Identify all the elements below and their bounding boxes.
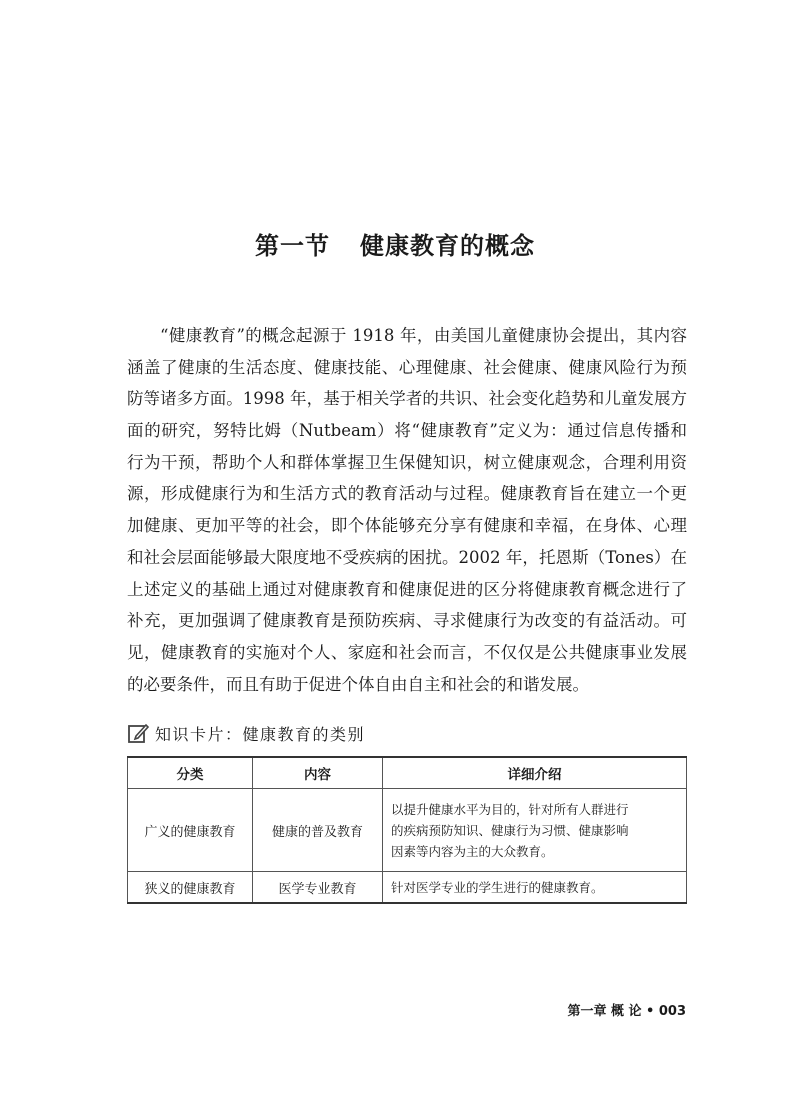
paragraph-line: 防等诸多方面。1998 年，基于相关学者的共识、社会变化趋势和儿童发展方 bbox=[127, 389, 687, 409]
edit-note-icon bbox=[127, 722, 149, 744]
paragraph-line: 的必要条件，而且有助于促进个体自由自主和社会的和谐发展。 bbox=[127, 674, 589, 694]
category-table bbox=[127, 756, 687, 904]
paragraph-line: 见，健康教育的实施对个人、家庭和社会而言，不仅仅是公共健康事业发展 bbox=[127, 642, 687, 662]
page-footer: 第一章 概 论 • 003 bbox=[567, 1004, 686, 1019]
paragraph-line: 上述定义的基础上通过对健康教育和健康促进的区分将健康教育概念进行了 bbox=[127, 579, 687, 599]
paragraph-line: 加健康、更加平等的社会，即个体能够充分享有健康和幸福，在身体、心理 bbox=[127, 516, 687, 536]
table-row bbox=[128, 872, 687, 904]
cell-detail bbox=[383, 789, 687, 872]
header-content: 内容 bbox=[253, 757, 383, 789]
header-category: 分类 bbox=[128, 757, 253, 789]
cell-content: 健康的普及教育 bbox=[253, 789, 383, 872]
paragraph-line: 面的研究，努特比姆（Nutbeam）将“健康教育”定义为：通过信息传播和 bbox=[127, 421, 687, 441]
table-header-row bbox=[128, 757, 687, 789]
table-row bbox=[128, 789, 687, 872]
detail-line: 以提升健康水平为目的，针对所有人群进行 bbox=[391, 801, 629, 817]
section-heading: 健康教育的概念 bbox=[360, 232, 535, 260]
section-title bbox=[0, 226, 790, 261]
knowledge-card-heading bbox=[127, 720, 365, 746]
paragraph-line: 行为干预，帮助个人和群体掌握卫生保健知识，树立健康观念，合理利用资 bbox=[127, 452, 687, 472]
paragraph-line: 和社会层面能够最大限度地不受疾病的困扰。2002 年，托恩斯（Tones）在 bbox=[127, 547, 687, 567]
paragraph-line: 补充，更加强调了健康教育是预防疾病、寻求健康行为改变的有益活动。可 bbox=[127, 611, 687, 631]
detail-line: 针对医学专业的学生进行的健康教育。 bbox=[391, 879, 604, 895]
cell-category: 狭义的健康教育 bbox=[128, 872, 253, 904]
paragraph-line: “健康教育”的概念起源于 1918 年，由美国儿童健康协会提出，其内容 bbox=[160, 326, 687, 345]
detail-line: 因素等内容为主的大众教育。 bbox=[391, 843, 554, 859]
paragraph-line: 源，形成健康行为和生活方式的教育活动与过程。健康教育旨在建立一个更 bbox=[127, 484, 687, 504]
body-paragraph bbox=[127, 320, 687, 700]
cell-content: 医学专业教育 bbox=[253, 872, 383, 904]
cell-category: 广义的健康教育 bbox=[128, 789, 253, 872]
detail-line: 的疾病预防知识、健康行为习惯、健康影响 bbox=[391, 822, 629, 838]
cell-detail bbox=[383, 872, 687, 904]
section-number: 第一节 bbox=[255, 232, 330, 260]
header-detail: 详细介绍 bbox=[383, 757, 687, 789]
paragraph-line: 涵盖了健康的生活态度、健康技能、心理健康、社会健康、健康风险行为预 bbox=[127, 357, 687, 377]
card-heading-text: 知识卡片：健康教育的类别 bbox=[155, 724, 366, 744]
